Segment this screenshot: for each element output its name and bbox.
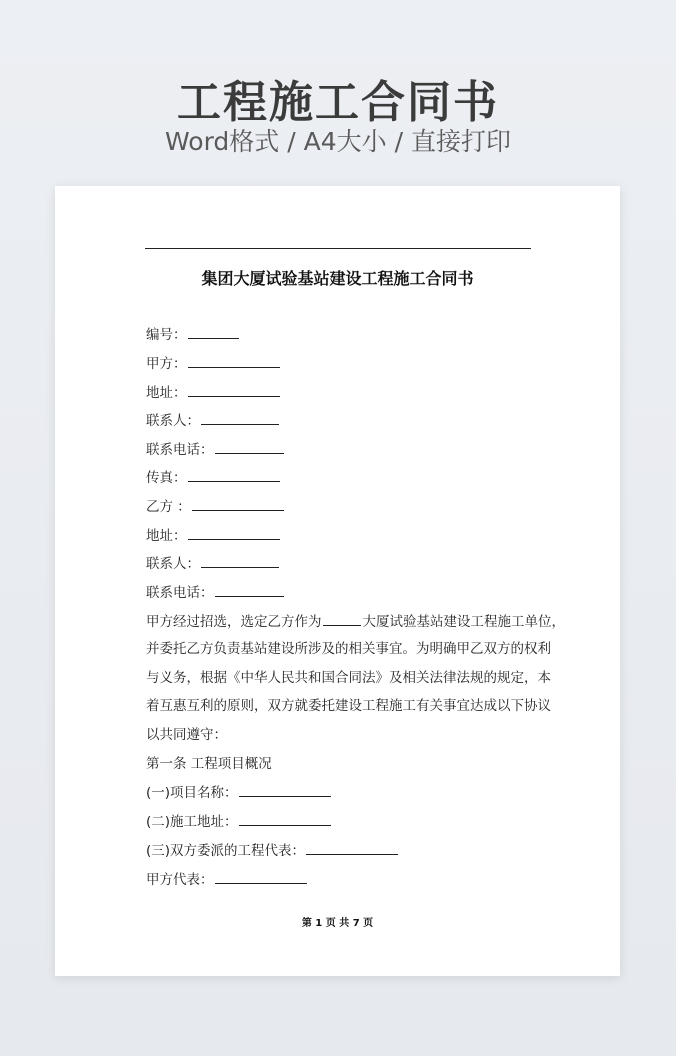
party-a-phone-blank: [215, 440, 284, 454]
number-field: [146, 325, 239, 344]
party-b-label: 乙方 ：: [146, 499, 191, 515]
party-a-fax-label: 传真：: [146, 470, 187, 486]
paragraph-line-4: 着互惠互利的原则，双方就委托建设工程施工有关事宜达成以下协议: [146, 698, 551, 714]
party-a-contact-blank: [201, 411, 279, 425]
party-a-fax-field: [146, 468, 280, 487]
article-1-heading: 第一条 工程项目概况: [146, 756, 272, 772]
party-a-label: 甲方：: [146, 356, 187, 372]
party-a-contact-field: [146, 411, 279, 430]
paragraph-line-1: [146, 612, 565, 631]
party-b-blank: [192, 497, 284, 511]
page-number: 第 1 页 共 7 页: [301, 918, 374, 929]
banner-subtitle: Word格式 / A4大小 / 直接打印: [165, 127, 511, 156]
party-b-contact-blank: [201, 554, 279, 568]
party-b-address-blank: [188, 526, 280, 540]
party-b-contact-field: [146, 554, 279, 573]
document-page: [55, 186, 620, 976]
party-b-phone-label: 联系电话：: [146, 585, 214, 601]
representatives-field: [146, 841, 398, 860]
paragraph-line-1b: 大厦试验基站建设工程施工单位，: [362, 614, 565, 630]
party-a-rep-blank: [215, 870, 307, 884]
site-address-blank: [239, 812, 331, 826]
representatives-blank: [306, 841, 398, 855]
party-a-phone-field: [146, 440, 284, 459]
party-a-address-blank: [188, 383, 280, 397]
number-label: 编号：: [146, 327, 187, 343]
paragraph-line-5: 以共同遵守：: [146, 727, 227, 743]
party-a-address-field: [146, 383, 280, 402]
project-name-field: [146, 783, 331, 802]
project-name-blank: [239, 783, 331, 797]
party-b-address-field: [146, 526, 280, 545]
document-title: 集团大厦试验基站建设工程施工合同书: [201, 269, 474, 288]
party-a-blank: [188, 354, 280, 368]
project-name-label: (一)项目名称：: [146, 785, 238, 801]
party-b-field: [146, 497, 284, 516]
party-a-contact-label: 联系人：: [146, 413, 200, 429]
party-a-rep-field: [146, 870, 307, 889]
site-address-label: (二)施工地址：: [146, 814, 238, 830]
representatives-label: (三)双方委派的工程代表：: [146, 843, 306, 859]
party-a-fax-blank: [188, 468, 280, 482]
party-a-field: [146, 354, 280, 373]
banner-title: 工程施工合同书: [177, 77, 499, 128]
header-rule: [145, 248, 531, 249]
party-a-phone-label: 联系电话：: [146, 442, 214, 458]
company-blank: [323, 612, 361, 626]
number-blank: [188, 325, 239, 339]
party-a-address-label: 地址：: [146, 385, 187, 401]
party-b-contact-label: 联系人：: [146, 556, 200, 572]
party-b-phone-field: [146, 583, 284, 602]
paragraph-line-3: 与义务，根据《中华人民共和国合同法》及相关法律法规的规定，本: [146, 670, 551, 686]
paragraph-line-2: 并委托乙方负责基站建设所涉及的相关事宜。为明确甲乙双方的权利: [146, 641, 551, 657]
party-b-phone-blank: [215, 583, 284, 597]
site-address-field: [146, 812, 331, 831]
party-b-address-label: 地址：: [146, 528, 187, 544]
paragraph-line-1a: 甲方经过招选，选定乙方作为: [146, 614, 322, 630]
party-a-rep-label: 甲方代表：: [146, 872, 214, 888]
